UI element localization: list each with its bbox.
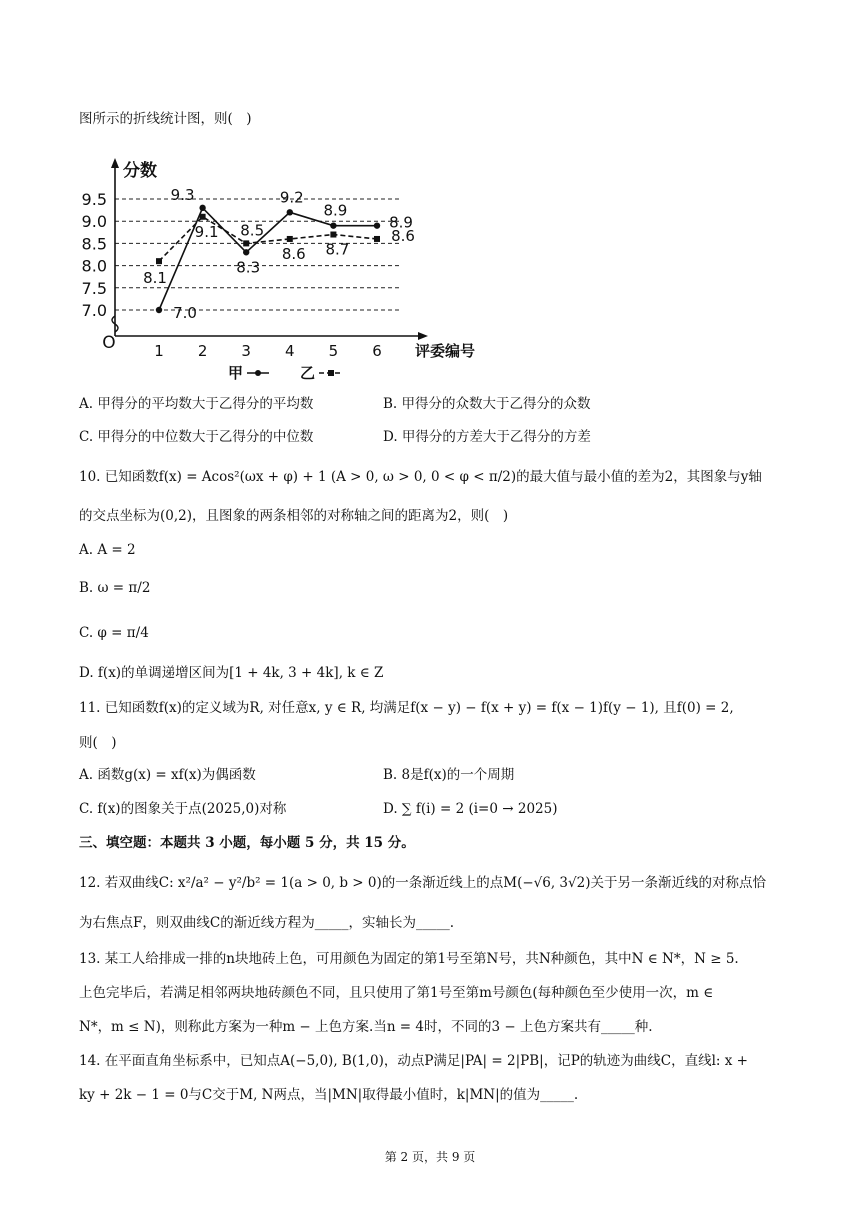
data-label: 7.0 (173, 304, 197, 322)
y-tick-label: 7.5 (81, 278, 107, 298)
y-tick-label: 8.5 (81, 234, 107, 254)
x-tick-label: 4 (285, 342, 295, 360)
x-axis-label: 评委编号 (415, 342, 476, 360)
q13-stem-line2: 上色完毕后，若满足相邻两块地砖颜色不同，且只使用了第1号至第m号颜色(每种颜色至少使用一次，m ∈ (79, 985, 714, 1001)
q11-option-d: D. ∑ f(i) = 2 (i=0 → 2025) (383, 801, 558, 817)
y-tick-label: 9.0 (81, 212, 107, 232)
y-axis-label: 分数 (123, 161, 157, 181)
q13-stem-line1: 13. 某工人给排成一排的n块地砖上色，可用颜色为固定的第1号至第N号，共N种颜色，其中N ∈ N*，N ≥ 5. (79, 951, 739, 967)
y-tick-label: 8.0 (81, 256, 107, 276)
q11-stem-line2: 则( ) (79, 735, 117, 751)
q14-stem-line1: 14. 在平面直角坐标系中，已知点A(−5,0), B(1,0)，动点P满足|PA| = 2|PB|，记P的轨迹为曲线C，直线l: x + (79, 1053, 748, 1069)
data-point (374, 222, 380, 228)
data-label: 8.9 (389, 213, 413, 232)
data-point (374, 236, 380, 242)
q11-stem-line1: 11. 已知函数f(x)的定义域为R, 对任意x, y ∈ R, 均满足f(x − y) − f(x + y) = f(x − 1)f(y − 1), 且f(0) = 2, (79, 700, 734, 716)
data-point (287, 236, 293, 242)
q10-option-d: D. f(x)的单调递增区间为[1 + 4k, 3 + 4k], k ∈ Z (79, 665, 384, 681)
data-label: 9.3 (170, 185, 195, 204)
data-point (330, 222, 336, 228)
legend-marker-jia (255, 370, 261, 376)
line-chart (80, 152, 500, 382)
origin-label: O (102, 333, 116, 353)
page-footer: 第 2 页，共 9 页 (384, 1150, 476, 1164)
data-label: 8.7 (325, 240, 350, 259)
q10-stem-line2: 的交点坐标为(0,2)，且图象的两条相邻的对称轴之间的距离为2，则( ) (79, 508, 509, 524)
section-3-heading: 三、填空题：本题共 3 小题，每小题 5 分，共 15 分。 (79, 835, 415, 851)
x-tick-label: 2 (197, 342, 208, 360)
q10-option-c: C. φ = π/4 (79, 625, 149, 641)
legend-label-yi: 乙 (299, 364, 315, 382)
data-point (287, 209, 293, 215)
data-point (156, 307, 162, 313)
x-tick-label: 6 (372, 342, 382, 360)
y-tick-label: 9.5 (81, 190, 107, 209)
legend-marker-yi (328, 370, 334, 376)
data-label: 9.2 (279, 188, 304, 207)
x-tick-label: 1 (154, 342, 164, 360)
q12-stem-line1: 12. 若双曲线C: x²/a² − y²/b² = 1(a > 0, b > 0)的一条渐近线上的点M(−√6, 3√2)关于另一条渐近线的对称点恰 (79, 875, 766, 891)
q13-stem-line3: N*，m ≤ N)，则称此方案为一种m − 上色方案.当n = 4时，不同的3 − 上色方案共有_____种. (79, 1019, 653, 1035)
q12-stem-line2: 为右焦点F，则双曲线C的渐近线方程为_____，实轴长为_____. (79, 915, 454, 931)
data-point (243, 249, 249, 255)
q9-option-c: C. 甲得分的中位数大于乙得分的中位数 (79, 429, 314, 445)
question-9-intro: 图所示的折线统计图，则( ) (79, 111, 252, 127)
data-label: 8.1 (143, 269, 167, 288)
q9-option-a: A. 甲得分的平均数大于乙得分的平均数 (79, 396, 314, 412)
data-label: 8.6 (281, 244, 306, 263)
q11-option-b: B. 8是f(x)的一个周期 (383, 767, 515, 783)
q10-option-b: B. ω = π/2 (79, 580, 151, 596)
q10-option-a: A. A = 2 (79, 542, 136, 558)
series-line-jia (159, 208, 377, 310)
q9-option-b: B. 甲得分的众数大于乙得分的众数 (383, 396, 591, 412)
data-point (156, 258, 162, 264)
q11-option-a: A. 函数g(x) = xf(x)为偶函数 (79, 767, 256, 783)
x-tick-label: 5 (328, 342, 339, 360)
legend-label-jia: 甲 (227, 364, 243, 382)
data-label: 8.5 (240, 221, 265, 240)
data-point (330, 232, 336, 238)
data-label: 8.6 (391, 226, 415, 245)
q9-option-d: D. 甲得分的方差大于乙得分的方差 (383, 429, 591, 445)
data-label: 8.9 (323, 201, 348, 220)
data-label: 9.1 (194, 222, 219, 241)
x-axis-arrow (418, 332, 428, 340)
y-tick-label: 7.0 (81, 301, 107, 320)
data-label: 8.3 (236, 258, 261, 277)
data-point (200, 214, 206, 220)
data-point (199, 205, 205, 211)
y-axis-arrow (111, 158, 119, 168)
x-tick-label: 3 (241, 342, 251, 360)
q11-option-c: C. f(x)的图象关于点(2025,0)对称 (79, 801, 287, 817)
q14-stem-line2: ky + 2k − 1 = 0与C交于M, N两点，当|MN|取得最小值时，k|MN|的值为_____. (79, 1087, 579, 1103)
q10-stem-line1: 10. 已知函数f(x) = Acos²(ωx + φ) + 1 (A > 0, ω > 0, 0 < φ < π/2)的最大值与最小值的差为2，其图象与y轴 (79, 469, 762, 485)
data-point (243, 240, 249, 246)
